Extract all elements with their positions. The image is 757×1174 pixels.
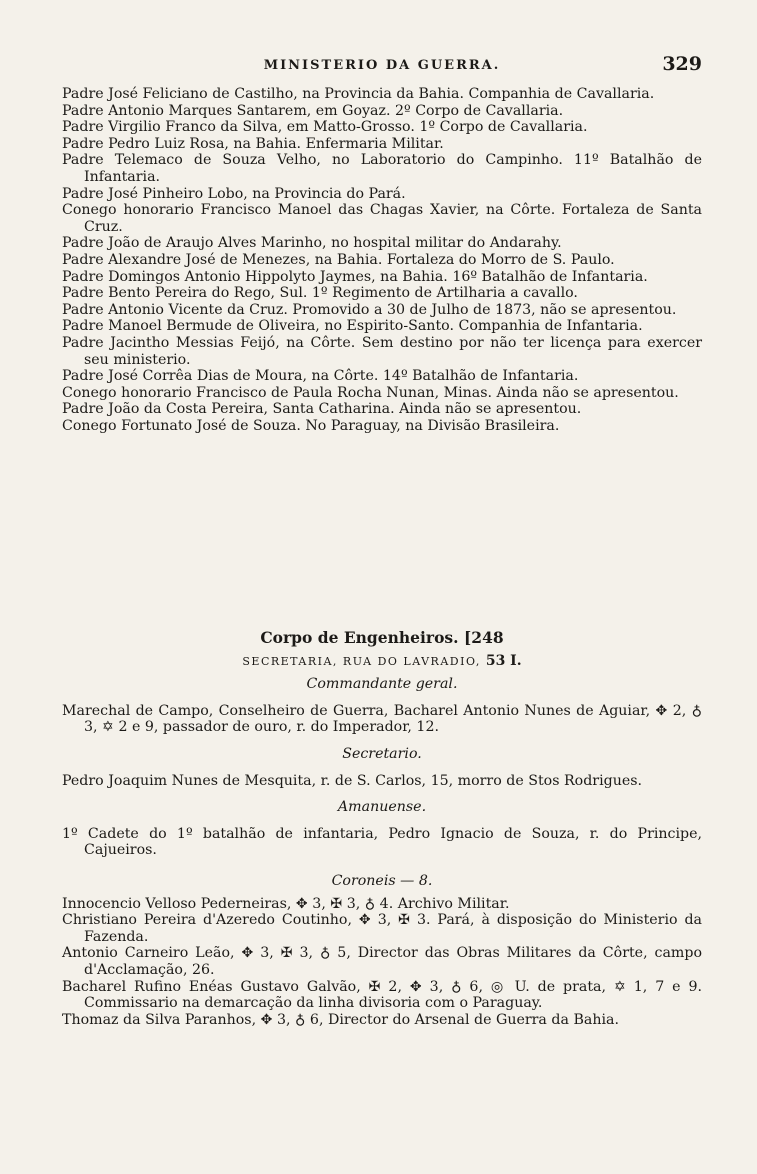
section-title: Corpo de Engenheiros. [248 xyxy=(260,628,504,647)
list-item: Antonio Carneiro Leão, ✥ 3, ✠ 3, ♁ 5, Director das Obras Militares da Côrte, campo d'Acclamação, 26. xyxy=(62,945,702,978)
address-text: SECRETARIA, RUA DO LAVRADIO, xyxy=(242,654,481,668)
list-item: Christiano Pereira d'Azeredo Coutinho, ✥ 3, ✠ 3. Pará, à disposição do Ministerio da Fazenda. xyxy=(62,912,702,945)
list-item: Padre Jacintho Messias Feijó, na Côrte. Sem destino por não ter licença para exercer seu ministerio. xyxy=(62,334,702,368)
list-item: Padre Alexandre José de Menezes, na Bahia. Fortaleza do Morro de S. Paulo. xyxy=(62,251,615,268)
clerk-heading: Amanuense. xyxy=(337,799,427,816)
list-item: Conego Fortunato José de Souza. No Paraguay, na Divisão Brasileira. xyxy=(62,417,560,434)
page-number: 329 xyxy=(662,53,702,75)
commander-heading: Commandante geral. xyxy=(306,676,458,693)
list-item: Thomaz da Silva Paranhos, ✥ 3, ♁ 6, Director do Arsenal de Guerra da Bahia. xyxy=(62,1011,619,1028)
section-address xyxy=(62,653,702,671)
colonels-heading: Coroneis — 8. xyxy=(331,872,433,889)
chaplains-list xyxy=(62,86,702,434)
list-item: Padre Antonio Vicente da Cruz. Promovido a 30 de Julho de 1873, não se apresentou. xyxy=(62,301,677,318)
address-number: 53 I. xyxy=(485,652,522,669)
running-head: MINISTERIO DA GUERRA. xyxy=(263,58,501,73)
list-item: Padre Telemaco de Souza Velho, no Laboratorio do Campinho. 11º Batalhão de Infantaria. xyxy=(62,152,702,185)
list-item: Conego honorario Francisco Manoel das Chagas Xavier, na Côrte. Fortaleza de Santa Cruz. xyxy=(62,202,702,235)
list-item: Padre João da Costa Pereira, Santa Catharina. Ainda não se apresentou. xyxy=(62,401,582,418)
engineers-section xyxy=(62,630,702,1028)
list-item: Padre Bento Pereira do Rego, Sul. 1º Regimento de Artilharia a cavallo. xyxy=(62,285,578,302)
list-item: Conego honorario Francisco de Paula Rocha Nunan, Minas. Ainda não se apresentou. xyxy=(62,384,679,401)
list-item: Innocencio Velloso Pederneiras, ✥ 3, ✠ 3, ♁ 4. Archivo Militar. xyxy=(62,895,510,912)
list-item: Padre José Feliciano de Castilho, na Provincia da Bahia. Companhia de Cavallaria. xyxy=(62,86,655,102)
commander-entry: Marechal de Campo, Conselheiro de Guerra, Bacharel Antonio Nunes de Aguiar, ✥ 2, ♁ 3, ✡ 2 e 9, passador de ouro, r. do Imperador, 12. xyxy=(62,702,702,736)
list-item: Padre José Corrêa Dias de Moura, na Côrte. 14º Batalhão de Infantaria. xyxy=(62,368,579,385)
secretary-heading: Secretario. xyxy=(342,745,422,762)
list-item: Padre Pedro Luiz Rosa, na Bahia. Enfermaria Militar. xyxy=(62,135,444,152)
list-item: Padre João de Araujo Alves Marinho, no hospital militar do Andarahy. xyxy=(62,235,562,252)
list-item: Padre José Pinheiro Lobo, na Provincia do Pará. xyxy=(62,185,406,202)
secretary-entry: Pedro Joaquim Nunes de Mesquita, r. de S. Carlos, 15, morro de Stos Rodrigues. xyxy=(62,772,643,789)
list-item: Padre Domingos Antonio Hippolyto Jaymes, na Bahia. 16º Batalhão de Infantaria. xyxy=(62,268,648,285)
list-item: Padre Antonio Marques Santarem, em Goyaz. 2º Corpo de Cavallaria. xyxy=(62,102,564,119)
page-header xyxy=(62,53,702,78)
list-item: Padre Manoel Bermude de Oliveira, no Espirito-Santo. Companhia de Infantaria. xyxy=(62,318,643,335)
clerk-entry: 1º Cadete do 1º batalhão de infantaria, Pedro Ignacio de Souza, r. do Principe, Cajueiros. xyxy=(62,825,702,859)
list-item: Bacharel Rufino Enéas Gustavo Galvão, ✠ 2, ✥ 3, ♁ 6, ◎ U. de prata, ✡ 1, 7 e 9. Commissario na demarcação da linha divisoria com o Paraguay. xyxy=(62,978,702,1012)
list-item: Padre Virgilio Franco da Silva, em Matto-Grosso. 1º Corpo de Cavallaria. xyxy=(62,119,588,136)
